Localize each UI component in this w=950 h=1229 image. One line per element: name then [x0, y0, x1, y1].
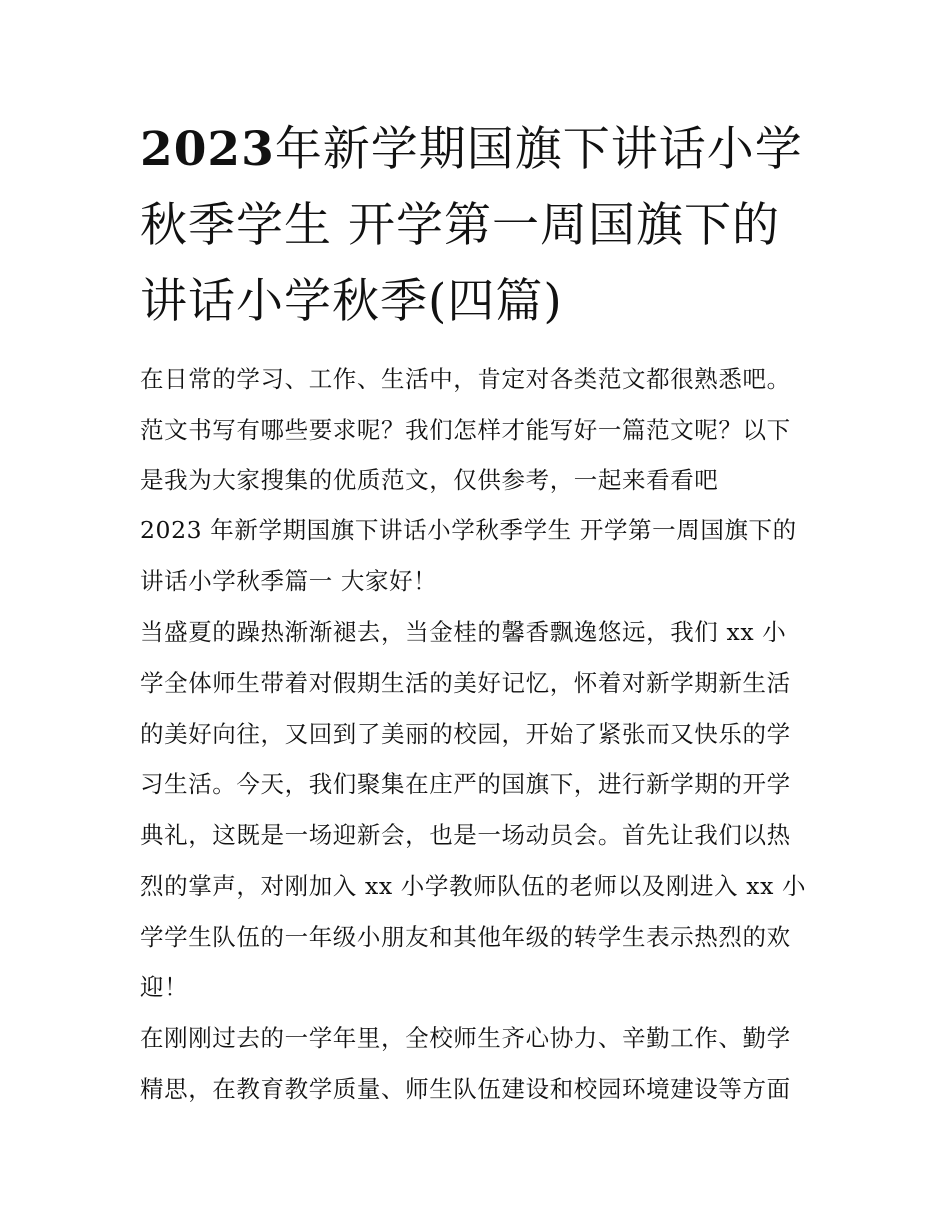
body-line-10: 典礼，这既是一场迎新会，也是一场动员会。首先让我们以热: [140, 821, 791, 849]
title-year: 2023: [140, 122, 275, 177]
body-line-5: 讲话小学秋季篇一 大家好！: [140, 567, 438, 595]
body-line-1: 在日常的学习、工作、生活中，肯定对各类范文都很熟悉吧。: [140, 365, 791, 393]
body-line-2: 范文书写有哪些要求呢？我们怎样才能写好一篇范文呢？以下: [140, 416, 791, 444]
body-line-3: 是我为大家搜集的优质范文，仅供参考，一起来看看吧: [140, 466, 719, 494]
body-line-14: 在刚刚过去的一学年里，全校师生齐心协力、辛勤工作、勤学: [140, 1024, 791, 1052]
title-text: 年新学期国旗下讲话小学秋季学生 开学第一周国旗下的讲话小学秋季(四篇): [140, 122, 803, 329]
document-title: [140, 112, 820, 340]
body-line-4: 2023 年新学期国旗下讲话小学秋季学生 开学第一周国旗下的: [140, 516, 797, 544]
body-line-9: 习生活。今天，我们聚集在庄严的国旗下，进行新学期的开学: [140, 770, 791, 798]
body-line-11: 烈的掌声，对刚加入 xx 小学教师队伍的老师以及刚进入 xx 小: [140, 872, 807, 900]
body-line-13: 迎！: [140, 973, 189, 1001]
body-line-12: 学学生队伍的一年级小朋友和其他年级的转学生表示热烈的欢: [140, 923, 791, 951]
body-line-15: 精思，在教育教学质量、师生队伍建设和校园环境建设等方面: [140, 1075, 791, 1103]
body-line-6: 当盛夏的躁热渐渐褪去，当金桂的馨香飘逸悠远，我们 xx 小: [140, 618, 787, 646]
body-line-7: 学全体师生带着对假期生活的美好记忆，怀着对新学期新生活: [140, 669, 791, 697]
body-line-8: 的美好向往，又回到了美丽的校园，开始了紧张而又快乐的学: [140, 720, 791, 748]
